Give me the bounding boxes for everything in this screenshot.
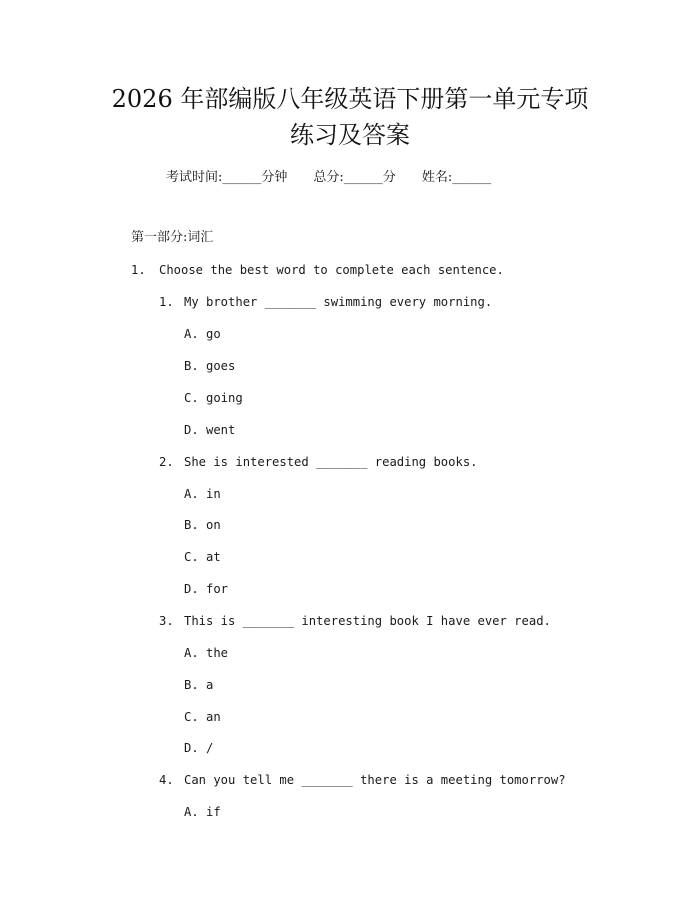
score-blank: ______ xyxy=(343,170,383,185)
question-2-option-c xyxy=(184,548,221,566)
question-2-option-d xyxy=(184,580,228,598)
question-number: 2. xyxy=(159,455,174,469)
question-1-option-d xyxy=(184,421,235,439)
option-text: an xyxy=(206,710,221,724)
score-label: 总分: xyxy=(313,170,344,185)
question-2-option-a xyxy=(184,485,221,503)
question-text: This is _______ interesting book I have ever read. xyxy=(184,614,551,628)
option-text: went xyxy=(206,423,236,437)
option-text: / xyxy=(206,741,214,755)
question-3-option-d xyxy=(184,739,213,757)
question-3-option-a xyxy=(184,644,228,662)
question-1-option-c xyxy=(184,389,243,407)
option-letter: D. xyxy=(184,741,199,755)
name-blank: ______ xyxy=(452,170,492,185)
option-letter: C. xyxy=(184,550,199,564)
option-letter: A. xyxy=(184,487,199,501)
option-letter: A. xyxy=(184,327,199,341)
option-letter: D. xyxy=(184,423,199,437)
option-letter: B. xyxy=(184,678,199,692)
question-3 xyxy=(159,612,551,630)
option-letter: B. xyxy=(184,359,199,373)
task-instruction-text: Choose the best word to complete each sentence. xyxy=(159,263,504,277)
document-title-line-1: 2026 年部编版八年级英语下册第一单元专项 xyxy=(111,85,589,113)
option-text: on xyxy=(206,518,221,532)
question-text: My brother _______ swimming every morning. xyxy=(184,295,493,309)
option-text: at xyxy=(206,550,221,564)
task-number: 1. xyxy=(131,263,146,277)
name-label: 姓名: xyxy=(421,170,453,185)
score-unit: 分 xyxy=(382,170,396,185)
time-blank: ______ xyxy=(222,170,262,185)
time-label: 考试时间: xyxy=(166,170,223,185)
question-3-option-c xyxy=(184,708,221,726)
question-4-option-a xyxy=(184,803,221,821)
question-text: Can you tell me _______ there is a meeting tomorrow? xyxy=(184,773,566,787)
option-letter: A. xyxy=(184,646,199,660)
question-text: She is interested _______ reading books. xyxy=(184,455,478,469)
option-text: if xyxy=(206,805,221,819)
question-1-option-a xyxy=(184,325,221,343)
option-text: goes xyxy=(206,359,236,373)
option-text: a xyxy=(206,678,214,692)
question-number: 3. xyxy=(159,614,174,628)
question-2 xyxy=(159,453,478,471)
section-heading: 第一部分:词汇 xyxy=(131,230,214,245)
option-text: the xyxy=(206,646,229,660)
option-text: in xyxy=(206,487,221,501)
time-unit: 分钟 xyxy=(261,170,288,185)
option-text: going xyxy=(206,391,243,405)
option-letter: B. xyxy=(184,518,199,532)
question-number: 1. xyxy=(159,295,174,309)
question-3-option-b xyxy=(184,676,213,694)
question-1-option-b xyxy=(184,357,235,375)
option-letter: C. xyxy=(184,710,199,724)
question-2-option-b xyxy=(184,516,221,534)
task-instruction xyxy=(131,261,504,279)
option-letter: D. xyxy=(184,582,199,596)
option-text: go xyxy=(206,327,221,341)
option-text: for xyxy=(206,582,229,596)
option-letter: A. xyxy=(184,805,199,819)
question-4 xyxy=(159,771,566,789)
question-number: 4. xyxy=(159,773,174,787)
exam-meta-row xyxy=(166,168,491,188)
document-title-line-2: 练习及答案 xyxy=(290,121,410,149)
question-1 xyxy=(159,293,492,311)
option-letter: C. xyxy=(184,391,199,405)
